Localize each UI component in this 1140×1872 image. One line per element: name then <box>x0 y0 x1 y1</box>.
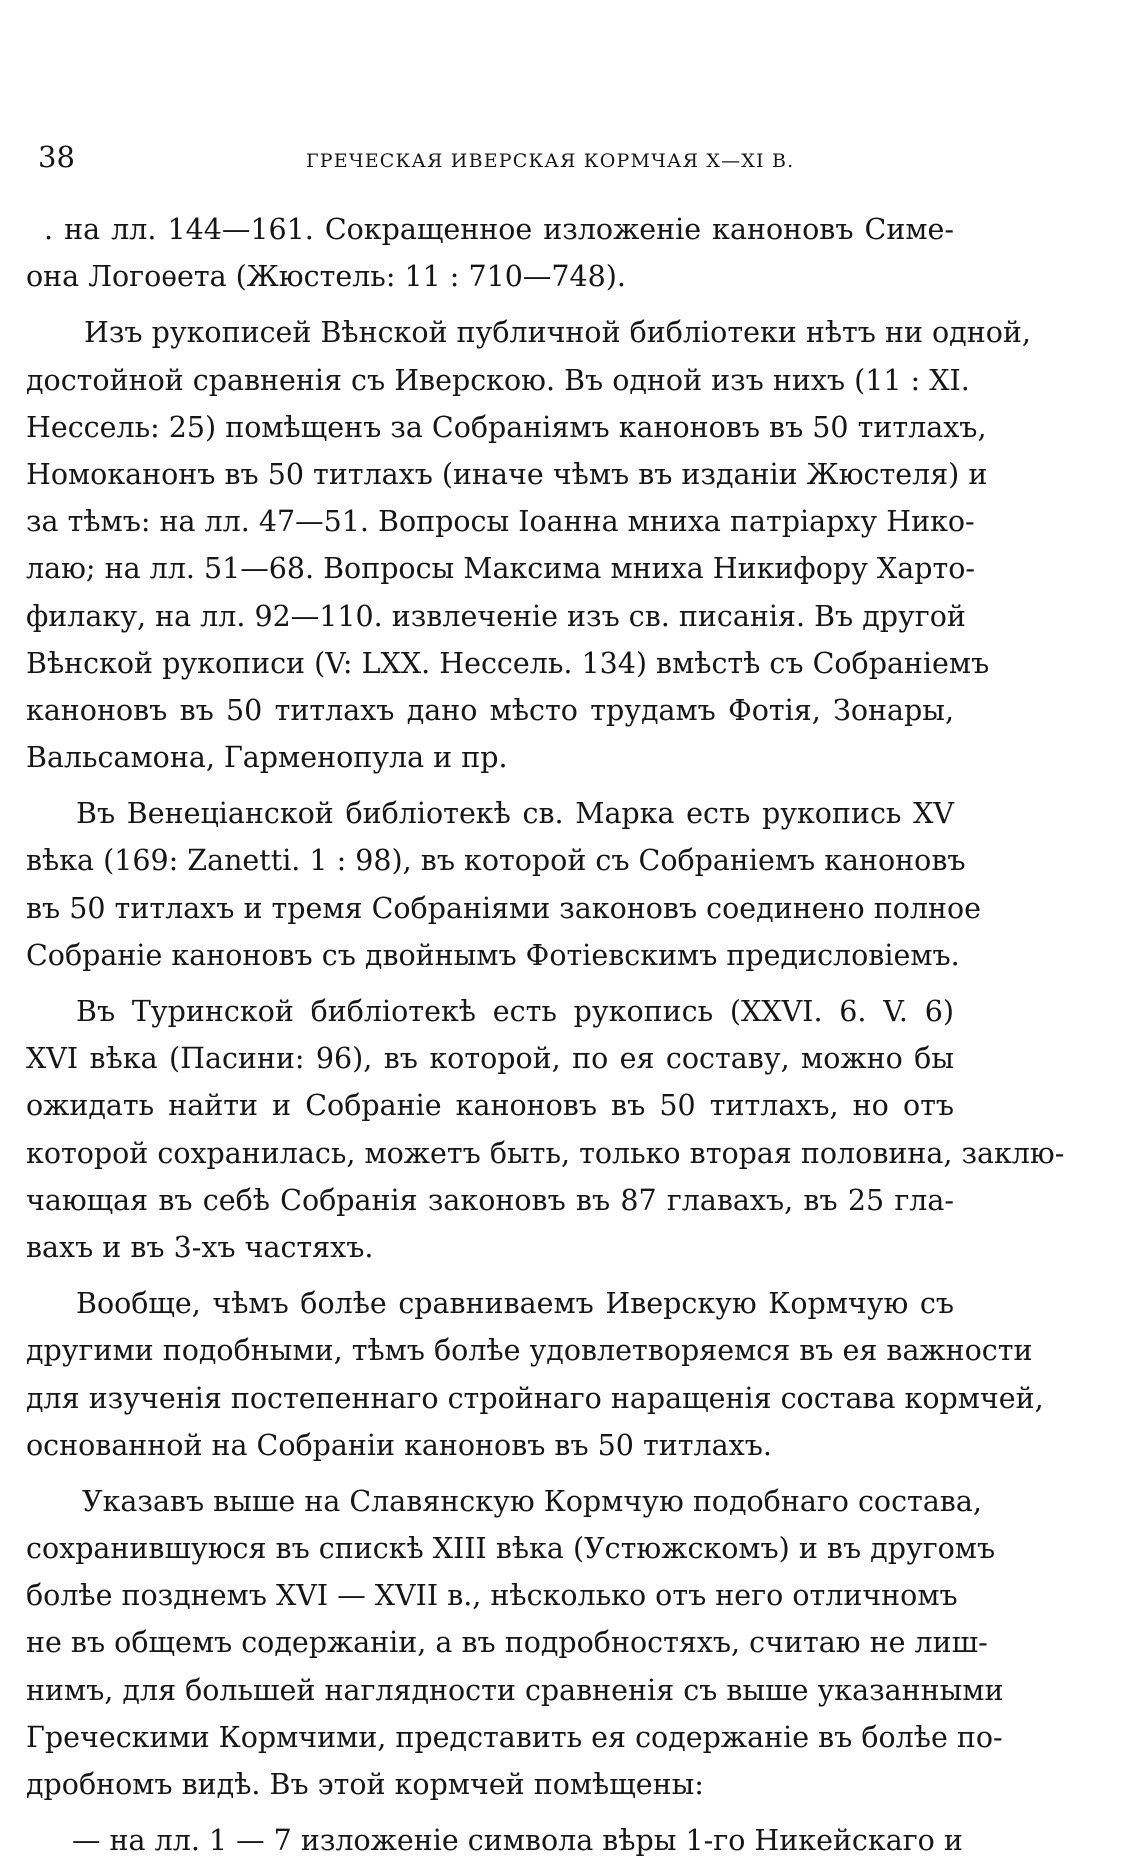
text-line: за тѣмъ: на лл. 47—51. Вопросы Іоанна мниха патріарху Нико- <box>26 505 975 539</box>
text-line: Вѣнской рукописи (V: LXX. Нессель. 134) вмѣстѣ съ Собраніемъ <box>26 646 990 680</box>
text-line: филаку, на лл. 92—110. извлеченіе изъ св. писанія. Въ другой <box>26 599 966 633</box>
text-line: Въ Туринской библіотекѣ есть рукопись (XXVI. 6. V. 6) <box>76 995 954 1028</box>
text-line: Вальсамона, Гарменопула и пр. <box>26 741 508 775</box>
text-line: вахъ и въ 3-хъ частяхъ. <box>26 1230 374 1264</box>
page-header <box>38 140 958 180</box>
text-line: не въ общемъ содержаніи, а въ подробностяхъ, считаю не лиш- <box>26 1626 988 1660</box>
paragraph-5 <box>26 1280 1044 1469</box>
body-text <box>26 206 1065 1864</box>
text-line: чающая въ себѣ Собранія законовъ въ 87 главахъ, въ 25 гла- <box>26 1183 954 1217</box>
text-line: ожидать найти и Собраніе каноновъ въ 50 титлахъ, но отъ <box>26 1089 954 1123</box>
text-line: Изъ рукописей Вѣнской публичной библіотеки нѣтъ ни одной, <box>84 316 1031 350</box>
paragraph-2 <box>26 309 1031 781</box>
text-line: . на лл. 144—161. Сокращенное изложеніе каноновъ Симе- <box>44 213 954 246</box>
text-line: Греческими Кормчими, представить ея содержаніе въ болѣе по- <box>26 1720 1003 1754</box>
text-line: нимъ, для большей наглядности сравненія съ выше указанными <box>26 1673 1004 1707</box>
text-line: другими подобными, тѣмъ болѣе удовлетворяемся въ ея важности <box>26 1334 1033 1368</box>
text-line: дробномъ видѣ. Въ этой кормчей помѣщены: <box>26 1768 704 1801</box>
text-line: Собраніе каноновъ съ двойнымъ Фотіевскимъ предисловіемъ. <box>26 938 960 972</box>
text-line: достойной сравненія съ Иверскою. Въ одной изъ нихъ (11 : XI. <box>26 363 970 397</box>
running-title: ГРЕЧЕСКАЯ ИВЕРСКАЯ КОРМЧАЯ X—XI В. <box>306 150 795 172</box>
text-line: она Логоѳета (Жюстель: 11 : 710—748). <box>26 260 626 294</box>
text-line: каноновъ въ 50 титлахъ дано мѣсто трудамъ Фотія, Зонары, <box>26 693 954 727</box>
page-number: 38 <box>38 140 75 174</box>
paragraph-7 <box>26 1817 963 1864</box>
text-line: лаю; на лл. 51—68. Вопросы Максима мниха Никифору Харто- <box>26 552 976 586</box>
paragraph-6 <box>26 1478 1004 1808</box>
text-line: въ 50 титлахъ и тремя Собраніями законовъ соединено полное <box>26 891 982 925</box>
text-line: Въ Венеціанской библіотекѣ св. Марка есть рукопись XV <box>76 797 954 831</box>
text-line: — на лл. 1 — 7 изложеніе символа вѣры 1-го Никейскаго и <box>72 1824 963 1858</box>
text-line: сохранившуюся въ спискѣ XIII вѣка (Устюжскомъ) и въ другомъ <box>26 1532 996 1566</box>
text-line: которой сохранилась, можетъ быть, только вторая половина, заклю- <box>26 1136 1065 1170</box>
text-line: Указавъ выше на Славянскую Кормчую подобнаго состава, <box>82 1484 982 1518</box>
text-line: Номоканонъ въ 50 титлахъ (иначе чѣмъ въ изданіи Жюстеля) и <box>26 457 988 491</box>
paragraph-3 <box>26 790 982 979</box>
text-line: для изученія постепеннаго стройнаго наращенія состава кормчей, <box>26 1381 1044 1415</box>
text-line: вѣка (169: Zanetti. 1 : 98), въ которой съ Собраніемъ каноновъ <box>26 844 966 878</box>
text-line: Вообще, чѣмъ болѣе сравниваемъ Иверскую Кормчую съ <box>76 1287 954 1321</box>
text-line: болѣе позднемъ XVI — XVII в., нѣсколько отъ него отличномъ <box>26 1579 958 1613</box>
paragraph-4 <box>26 988 1065 1271</box>
text-line: XVI вѣка (Пасини: 96), въ которой, по ея составу, можно бы <box>26 1042 954 1076</box>
text-line: Нессель: 25) помѣщенъ за Собраніямъ каноновъ въ 50 титлахъ, <box>26 410 987 444</box>
paragraph-1 <box>26 206 954 300</box>
text-line: основанной на Собраніи каноновъ въ 50 титлахъ. <box>26 1428 772 1462</box>
